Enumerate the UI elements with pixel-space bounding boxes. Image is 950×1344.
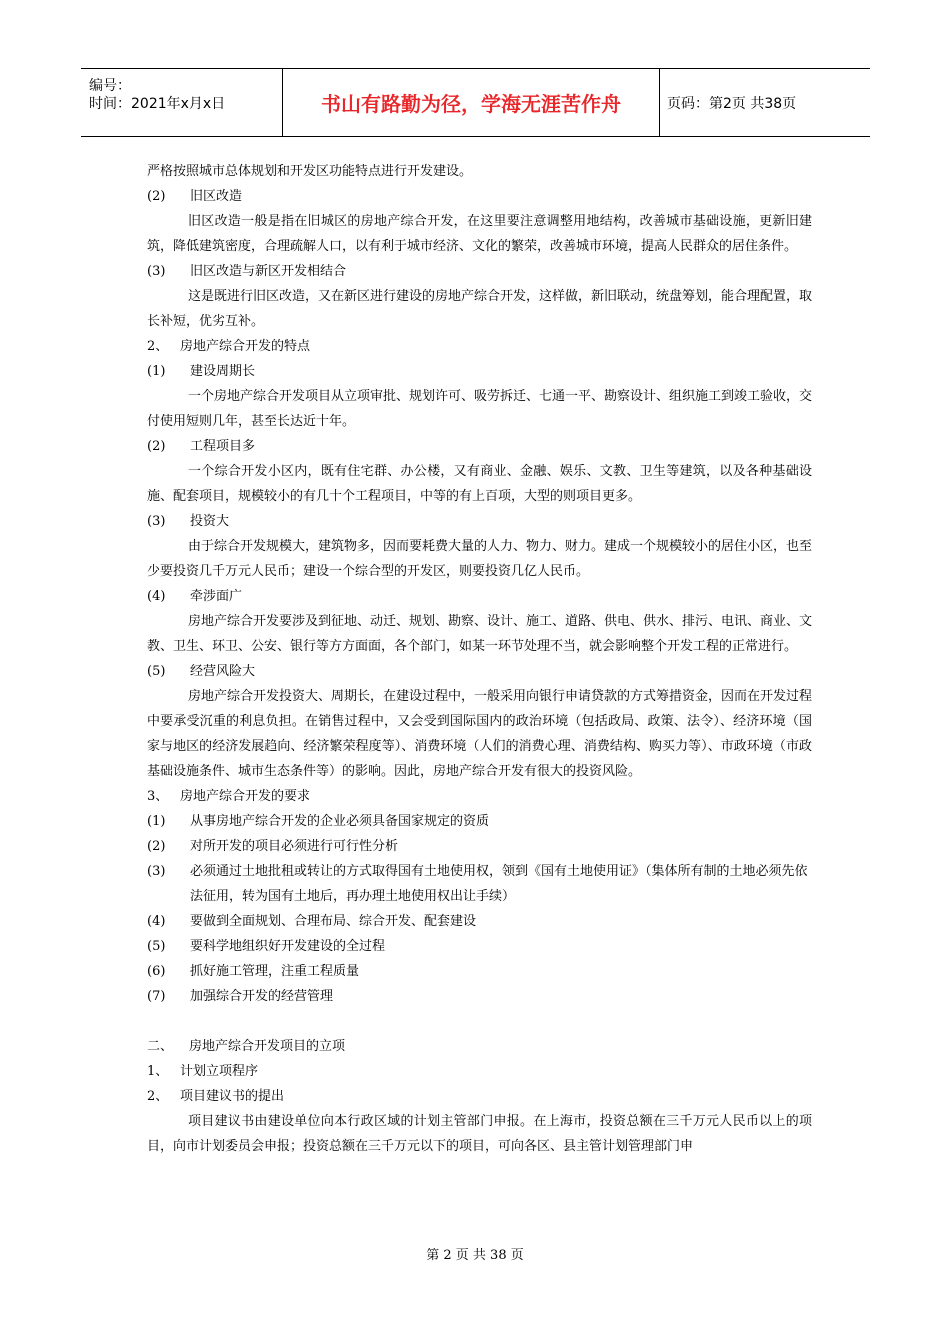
item-number: (5) (147, 664, 166, 679)
item-title: 经营风险大 (190, 664, 256, 679)
header-meta-cell (81, 69, 283, 136)
section-title: 项目建议书的提出 (180, 1089, 285, 1104)
item-number: (2) (147, 189, 166, 204)
chapter-number: 二、 (147, 1039, 174, 1054)
item-title: 旧区改造与新区开发相结合 (190, 264, 347, 279)
item-number: (4) (147, 914, 166, 929)
subheading (147, 509, 812, 534)
section-heading (147, 334, 812, 359)
subheading (147, 259, 812, 284)
header-page-info: 页码：第2页 共38页 (667, 95, 797, 112)
item-text: 抓好施工管理，注重工程质量 (190, 964, 360, 979)
page-footer: 第 2 页 共 38 页 (426, 1248, 524, 1263)
paragraph: 旧区改造一般是指在旧城区的房地产综合开发，在这里要注意调整用地结构，改善城市基础设施，更新旧建筑，降低建筑密度，合理疏解人口，以有利于城市经济、文化的繁荣，改善城市环境，提高人民群众的居住条件。 (147, 214, 812, 254)
item-text: 要科学地组织好开发建设的全过程 (190, 939, 386, 954)
paragraph: 严格按照城市总体规划和开发区功能特点进行开发建设。 (147, 164, 473, 179)
paragraph: 房地产综合开发投资大、周期长，在建设过程中，一般采用向银行申请贷款的方式筹措资金，因而在开发过程中要承受沉重的利息负担。在销售过程中，又会受到国际国内的政治环境（包括政局、政策、法令）、经济环境（国家与地区的经济发展趋向、经济繁荣程度等）、消费环境（人们的消费心理、消费结构、购买力等）、市政环境（市政基础设施条件、城市生态条件等）的影响。因此，房地产综合开发有很大的投资风险。 (147, 689, 813, 779)
list-item (147, 859, 812, 909)
header-motto: 书山有路勤为径，学海无涯苦作舟 (283, 69, 660, 136)
time-label: 时间：2021年x月x日 (89, 96, 226, 112)
item-number: (7) (147, 989, 166, 1004)
item-number: (2) (147, 439, 166, 454)
list-item (147, 909, 812, 934)
document-body (147, 159, 812, 1159)
paragraph: 一个综合开发小区内，既有住宅群、办公楼，又有商业、金融、娱乐、文教、卫生等建筑，以及各种基础设施、配套项目，规模较小的有几十个工程项目，中等的有上百项，大型的则项目更多。 (147, 464, 812, 504)
item-text: 加强综合开发的经营管理 (190, 989, 334, 1004)
paragraph: 由于综合开发规模大，建筑物多，因而要耗费大量的人力、物力、财力。建成一个规模较小的居住小区，也至少要投资几千万元人民币；建设一个综合型的开发区，则要投资几亿人民币。 (147, 539, 813, 579)
item-title: 建设周期长 (190, 364, 256, 379)
subheading (147, 584, 812, 609)
item-number: (1) (147, 364, 166, 379)
section-heading (147, 1084, 812, 1109)
blank-line (147, 1009, 812, 1034)
paragraph: 一个房地产综合开发项目从立项审批、规划许可、吸劳拆迁、七通一平、勘察设计、组织施工到竣工验收，交付使用短则几年，甚至长达近十年。 (147, 389, 813, 429)
list-item (147, 984, 812, 1009)
subheading (147, 434, 812, 459)
item-number: (3) (147, 864, 166, 879)
section-number: 2、 (147, 339, 169, 354)
paragraph: 项目建议书由建设单位向本行政区域的计划主管部门申报。在上海市，投资总额在三千万元人民币以上的项目，向市计划委员会申报；投资总额在三千万元以下的项目，可向各区、县主管计划管理部门申 (147, 1114, 812, 1154)
subheading (147, 659, 812, 684)
item-number: (1) (147, 814, 166, 829)
section-number: 1、 (147, 1064, 169, 1079)
page-header (81, 68, 870, 137)
item-title: 工程项目多 (190, 439, 256, 454)
item-title: 旧区改造 (190, 189, 243, 204)
subheading (147, 359, 812, 384)
section-number: 2、 (147, 1089, 169, 1104)
list-item (147, 959, 812, 984)
item-text: 对所开发的项目必须进行可行性分析 (190, 839, 399, 854)
list-item (147, 809, 812, 834)
item-number: (6) (147, 964, 166, 979)
chapter-heading (147, 1034, 812, 1059)
section-heading (147, 784, 812, 809)
item-number: (5) (147, 939, 166, 954)
subheading (147, 184, 812, 209)
item-number: (2) (147, 839, 166, 854)
list-item (147, 834, 812, 859)
paragraph: 这是既进行旧区改造，又在新区进行建设的房地产综合开发，这样做，新旧联动，统盘筹划，能合理配置，取长补短，优劣互补。 (147, 289, 813, 329)
section-number: 3、 (147, 789, 169, 804)
section-title: 房地产综合开发的特点 (180, 339, 311, 354)
section-title: 房地产综合开发的要求 (180, 789, 311, 804)
list-item (147, 934, 812, 959)
chapter-title: 房地产综合开发项目的立项 (189, 1039, 346, 1054)
item-text: 必须通过土地批租或转让的方式取得国有土地使用权，领到《国有土地使用证》（集体所有制的土地必须先依法征用，转为国有土地后，再办理土地使用权出让手续） (190, 864, 808, 904)
item-title: 投资大 (190, 514, 230, 529)
section-heading (147, 1059, 812, 1084)
item-title: 牵涉面广 (190, 589, 243, 604)
item-number: (4) (147, 589, 166, 604)
item-number: (3) (147, 514, 166, 529)
section-title: 计划立项程序 (180, 1064, 259, 1079)
paragraph: 房地产综合开发要涉及到征地、动迁、规划、勘察、设计、施工、道路、供电、供水、排污、电讯、商业、文教、卫生、环卫、公安、银行等方方面面，各个部门，如某一环节处理不当，就会影响整个开发工程的正常进行。 (147, 614, 813, 654)
number-label: 编号： (89, 78, 131, 94)
item-text: 要做到全面规划、合理布局、综合开发、配套建设 (190, 914, 477, 929)
item-number: (3) (147, 264, 166, 279)
item-text: 从事房地产综合开发的企业必须具备国家规定的资质 (190, 814, 490, 829)
